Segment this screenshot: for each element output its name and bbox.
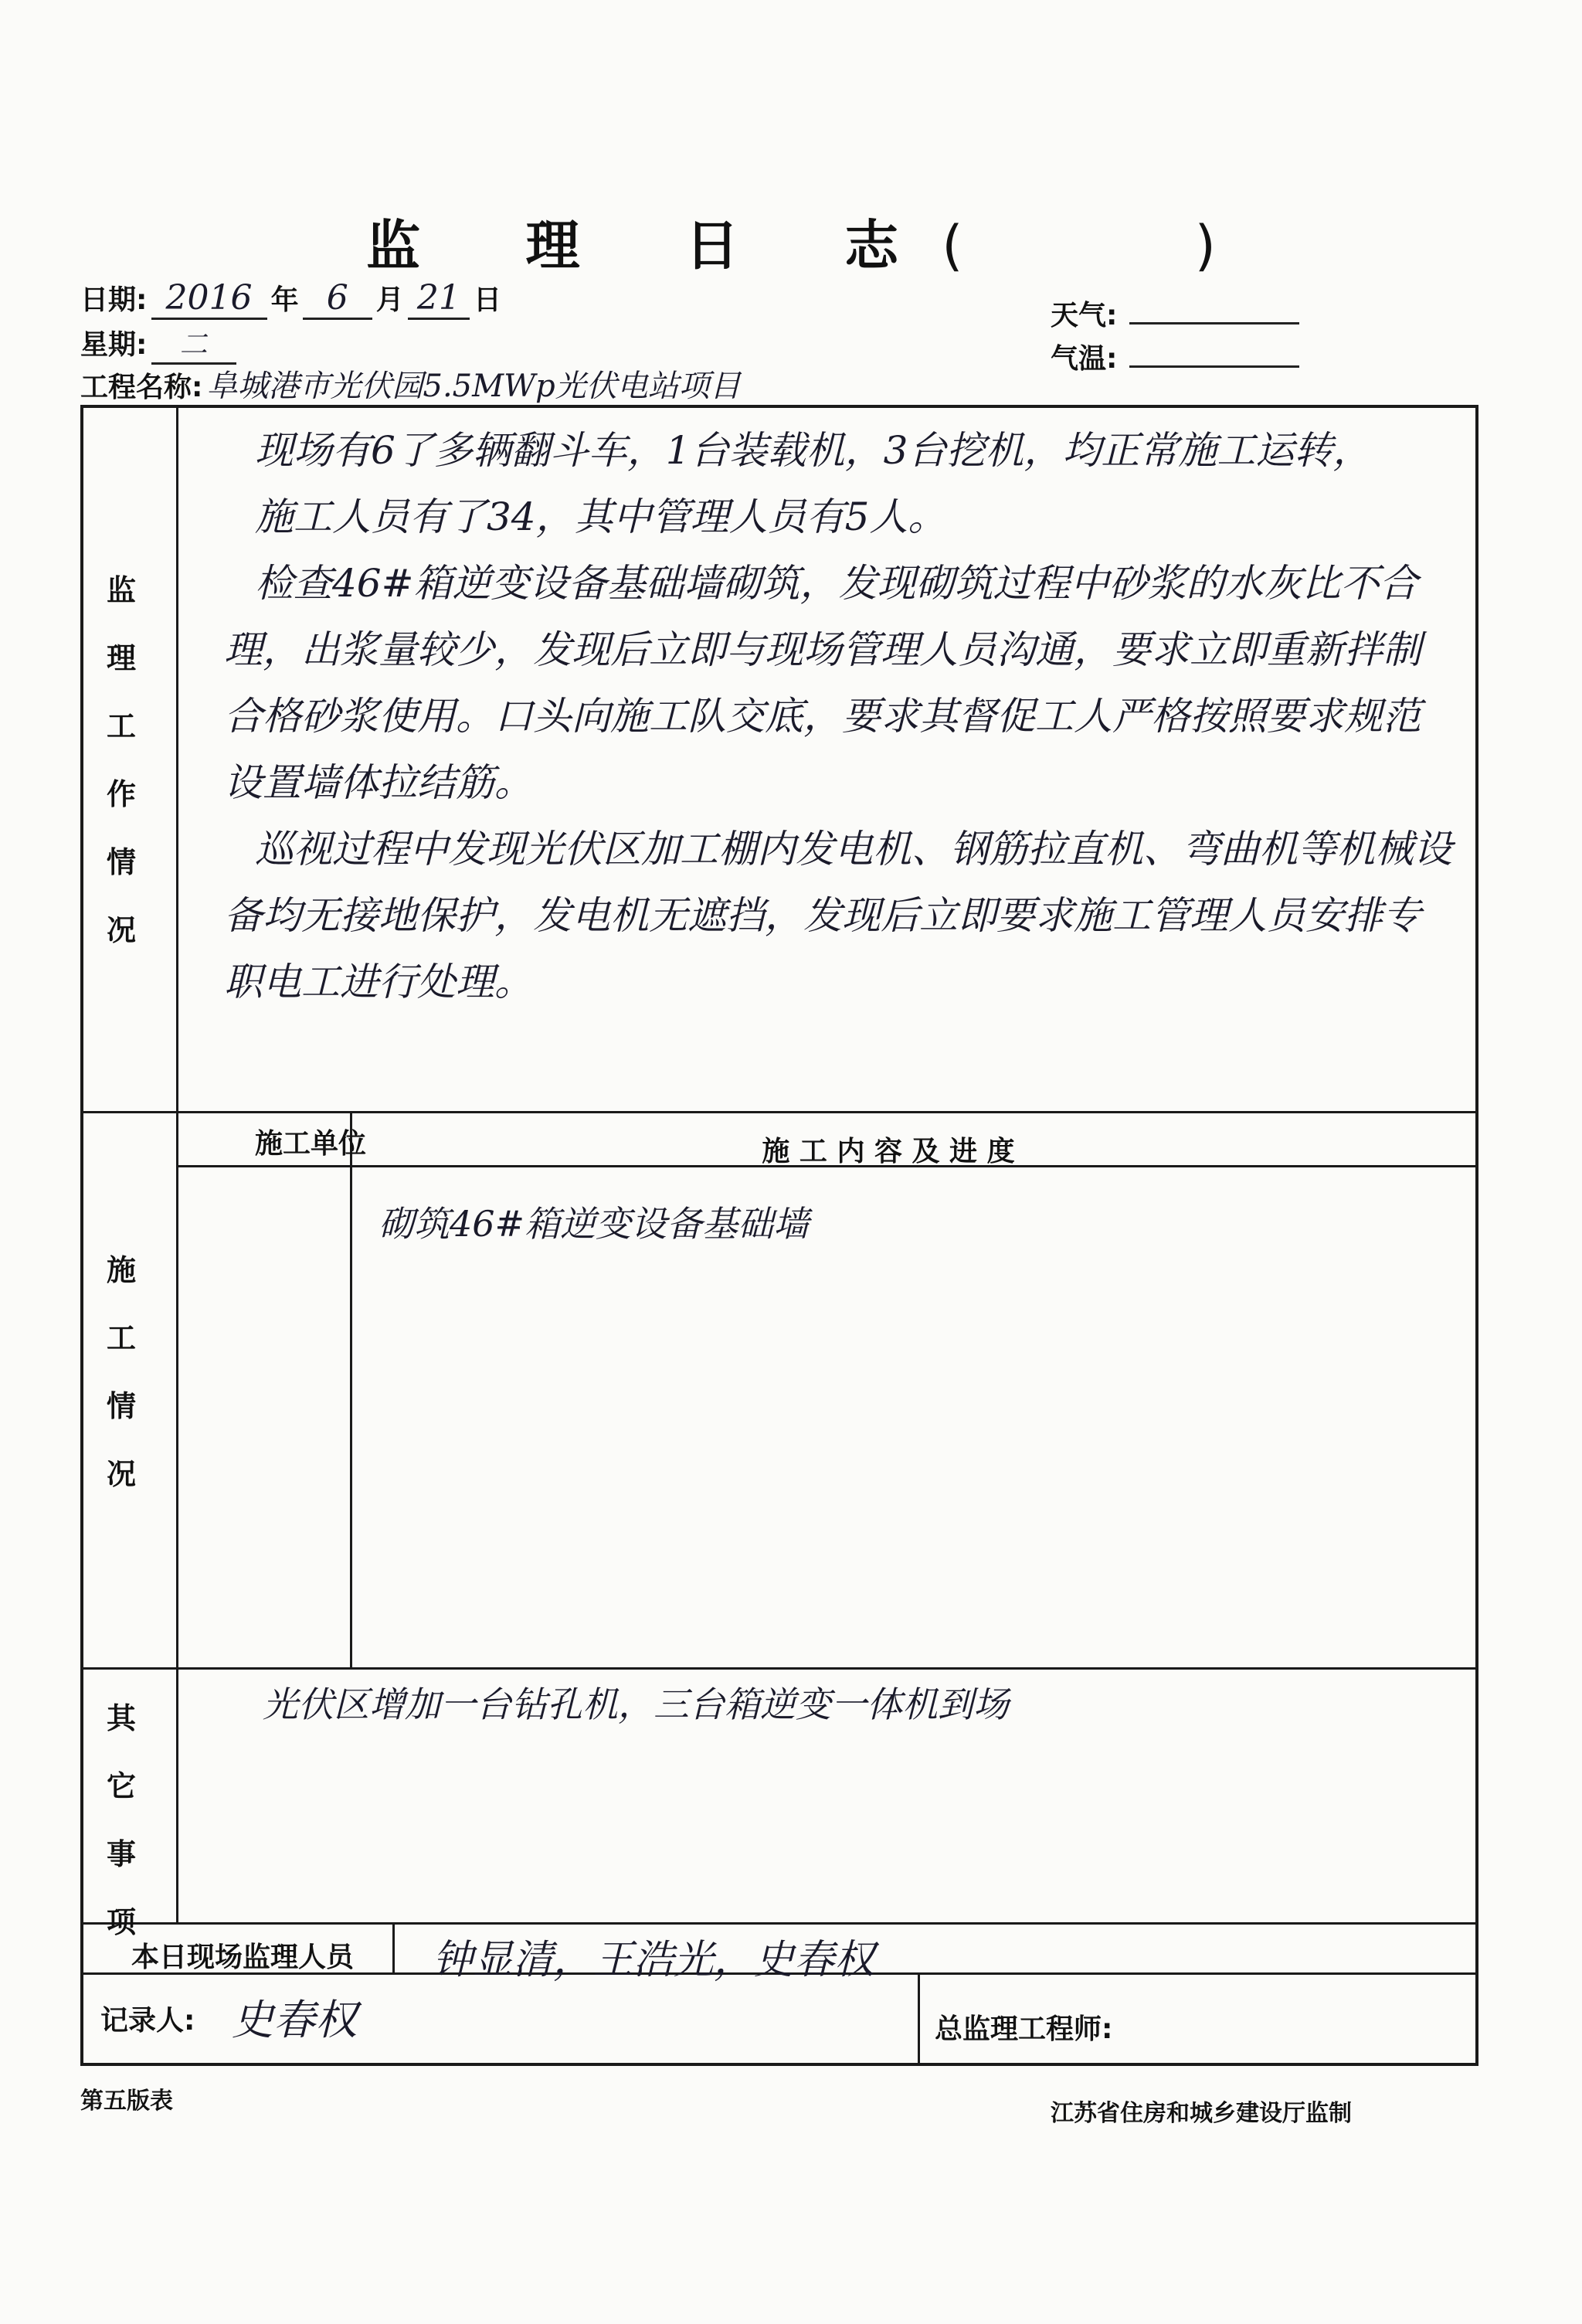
weekday-row <box>80 323 236 365</box>
work-label-char: 监 <box>107 573 137 607</box>
divider-construction-other <box>83 1667 1475 1670</box>
divider-other-supervisors <box>83 1922 1475 1925</box>
work-label-char: 工 <box>107 709 137 743</box>
date-row <box>80 278 501 320</box>
month-label: 月 <box>375 284 404 316</box>
supervisors-value: 钟显清，王浩光，史春权 <box>433 1937 875 1983</box>
construction-label-char: 情 <box>107 1389 137 1423</box>
project-label: 工程名称: <box>80 372 203 403</box>
supervisors-label: 本日现场监理人员 <box>131 1942 354 1973</box>
divider-work-construction <box>83 1111 1475 1113</box>
construction-label-char: 工 <box>107 1321 137 1355</box>
supervisors-label-divider <box>392 1922 395 1972</box>
unit-column-divider <box>350 1111 352 1667</box>
year-label: 年 <box>270 284 299 316</box>
work-paragraph: 检查46#箱逆变设备基础墙砌筑，发现砌筑过程中砂浆的水灰比不合理，出浆量较少，发现后立即与现场管理人员沟通，要求立即重新拌制合格砂浆使用。口头向施工队交底，要求其督促工人严格按照要求规范设置墙体拉结筋。 <box>224 561 1421 805</box>
construction-label-char: 况 <box>107 1457 137 1491</box>
work-content <box>224 417 1452 1015</box>
work-paragraph: 现场有6了多辆翻斗车，1台装载机，3台挖机，均正常施工运转， <box>255 428 1372 473</box>
other-label-char: 项 <box>107 1905 137 1939</box>
other-section-label <box>107 1684 136 1956</box>
progress-header: 施 工 内 容 及 进 度 <box>762 1136 1015 1167</box>
recorder-signature: 史春权 <box>232 1996 357 2044</box>
weather-field[interactable] <box>1129 299 1299 324</box>
work-paragraph: 巡视过程中发现光伏区加工棚内发电机、钢筋拉直机、弯曲机等机械设备均无接地保护，发电机无遮挡，发现后立即要求施工管理人员安排专职电工进行处理。 <box>224 827 1452 1004</box>
work-label-char: 理 <box>107 641 137 675</box>
weather-row <box>1051 294 1299 333</box>
issuer-note: 江苏省住房和城乡建设厅监制 <box>1051 2100 1352 2127</box>
weather-label: 天气: <box>1051 300 1118 331</box>
page-title: 监 理 日 志( ) <box>366 214 1216 277</box>
other-label-char: 它 <box>107 1769 137 1803</box>
recorder-label: 记录人: <box>100 2005 195 2037</box>
progress-text: 砌筑46#箱逆变设备基础墙 <box>379 1203 810 1245</box>
recorder-chief-divider <box>918 1972 920 2065</box>
weekday-value: 二 <box>151 323 236 365</box>
weekday-label: 星期: <box>80 329 148 361</box>
unit-header: 施工单位 <box>254 1128 366 1160</box>
day-label: 日 <box>474 284 502 316</box>
other-label-char: 其 <box>107 1701 137 1735</box>
work-label-char: 作 <box>107 777 137 811</box>
other-label-char: 事 <box>107 1837 137 1871</box>
edition-note: 第五版表 <box>80 2088 173 2115</box>
construction-section-label <box>107 1236 136 1508</box>
project-name-value: 阜城港市光伏园5.5MWp光伏电站项目 <box>207 362 741 408</box>
project-row <box>80 362 741 408</box>
chief-engineer-label: 总监理工程师: <box>935 2013 1113 2045</box>
work-label-char: 况 <box>107 913 137 947</box>
year-value: 2016 <box>151 278 267 320</box>
work-label-char: 情 <box>107 845 137 879</box>
date-label: 日期: <box>80 284 148 316</box>
temperature-field[interactable] <box>1129 342 1299 368</box>
work-paragraph: 施工人员有了34，其中管理人员有5人。 <box>255 494 947 539</box>
work-section-label <box>107 556 136 964</box>
day-value: 21 <box>408 278 470 320</box>
month-value: 6 <box>303 278 372 320</box>
other-text: 光伏区增加一台钻孔机，三台箱逆变一体机到场 <box>263 1684 1009 1725</box>
temperature-row <box>1051 337 1299 376</box>
temperature-label: 气温: <box>1051 343 1118 375</box>
construction-label-char: 施 <box>107 1253 137 1287</box>
